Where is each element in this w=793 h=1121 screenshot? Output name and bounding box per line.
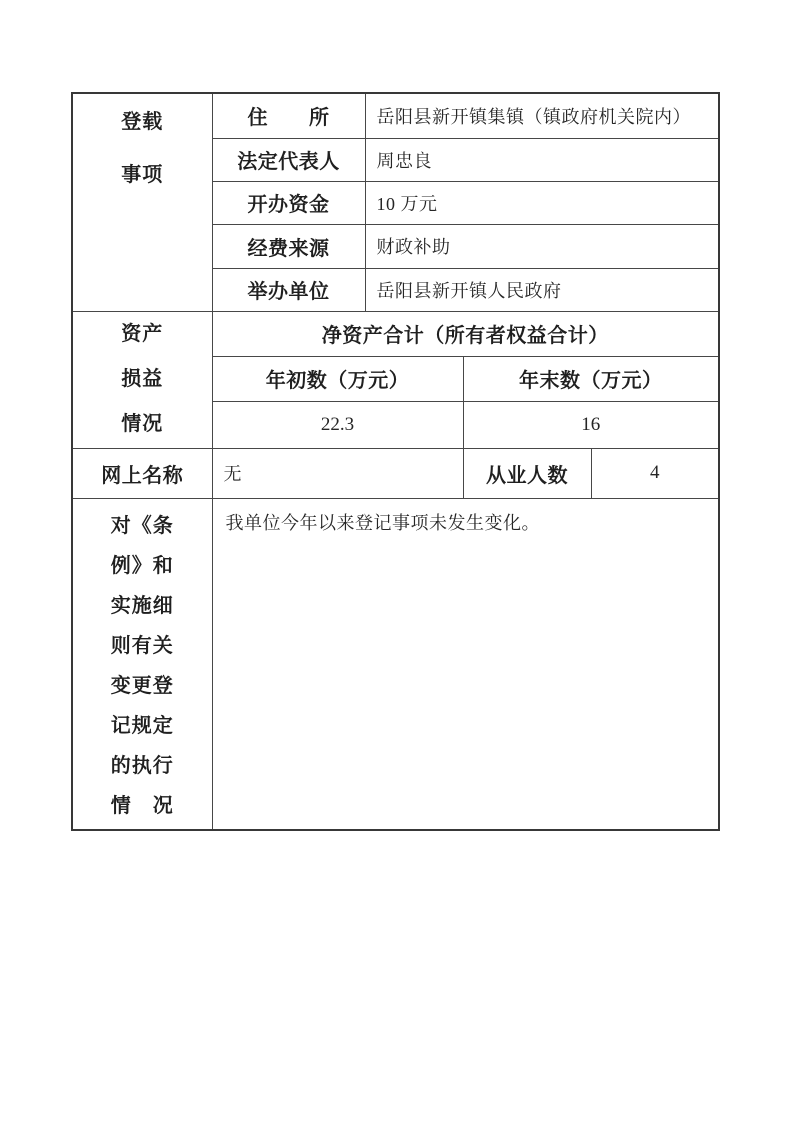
year-begin-value: 22.3 bbox=[212, 401, 463, 448]
value-startup-capital: 10 万元 bbox=[365, 181, 719, 224]
label-startup-capital: 开办资金 bbox=[212, 181, 365, 224]
row-compliance bbox=[72, 498, 719, 830]
section-header-compliance-line6: 记规定 bbox=[110, 714, 174, 737]
label-sponsor-unit: 举办单位 bbox=[212, 268, 365, 311]
section-header-assets-line2: 损益 bbox=[121, 368, 164, 390]
label-staff-count: 从业人数 bbox=[463, 448, 591, 498]
section-header-registration-line1: 登载 bbox=[121, 111, 164, 133]
year-end-value: 16 bbox=[463, 401, 719, 448]
section-header-compliance bbox=[72, 498, 212, 830]
label-legal-representative: 法定代表人 bbox=[212, 138, 365, 181]
section-header-compliance-line5: 变更登 bbox=[110, 674, 174, 697]
section-header-registration-line2: 事项 bbox=[121, 164, 164, 186]
label-funding-source: 经费来源 bbox=[212, 224, 365, 268]
compliance-statement: 我单位今年以来登记事项未发生变化。 bbox=[212, 498, 719, 830]
section-header-assets bbox=[72, 311, 212, 448]
annual-report-table bbox=[71, 92, 720, 831]
value-legal-representative: 周忠良 bbox=[365, 138, 719, 181]
section-header-compliance-line8: 情 况 bbox=[110, 794, 174, 817]
value-address: 岳阳县新开镇集镇（镇政府机关院内） bbox=[365, 93, 719, 138]
section-header-assets-line3: 情况 bbox=[121, 413, 164, 435]
net-assets-title: 净资产合计（所有者权益合计） bbox=[212, 311, 719, 356]
row-net-assets-title bbox=[72, 311, 719, 356]
value-staff-count: 4 bbox=[591, 448, 719, 498]
year-end-label: 年末数（万元） bbox=[463, 356, 719, 401]
section-header-assets-line1: 资产 bbox=[121, 323, 164, 345]
label-online-name: 网上名称 bbox=[72, 448, 212, 498]
section-header-compliance-line1: 对《条 bbox=[110, 514, 174, 537]
section-header-compliance-line4: 则有关 bbox=[110, 634, 174, 657]
value-sponsor-unit: 岳阳县新开镇人民政府 bbox=[365, 268, 719, 311]
value-online-name: 无 bbox=[212, 448, 463, 498]
year-begin-label: 年初数（万元） bbox=[212, 356, 463, 401]
label-address: 住 所 bbox=[212, 93, 365, 138]
value-funding-source: 财政补助 bbox=[365, 224, 719, 268]
row-online-name bbox=[72, 448, 719, 498]
row-address bbox=[72, 93, 719, 138]
section-header-registration bbox=[72, 93, 212, 311]
section-header-compliance-line3: 实施细 bbox=[110, 594, 174, 617]
section-header-compliance-line7: 的执行 bbox=[110, 754, 174, 777]
section-header-compliance-line2: 例》和 bbox=[110, 554, 174, 577]
